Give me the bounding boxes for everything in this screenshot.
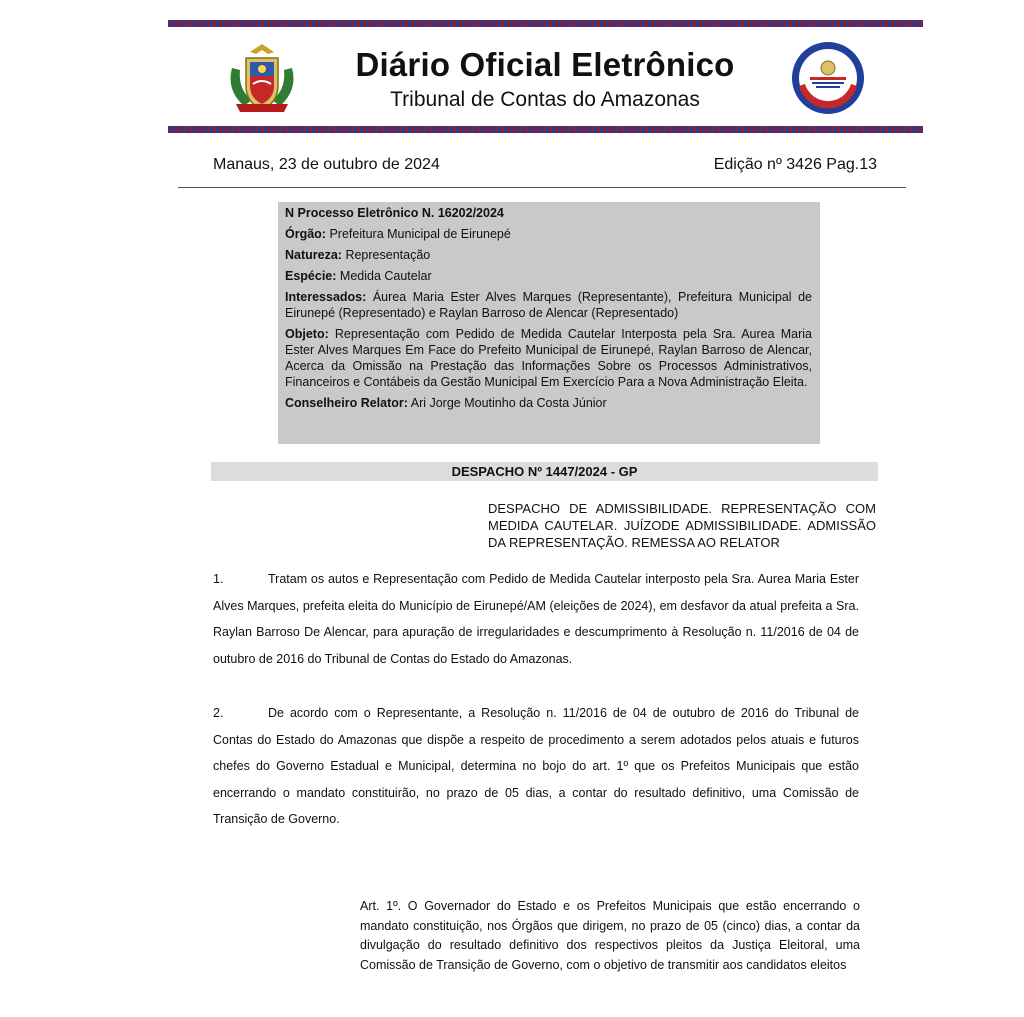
header-bottom-band (168, 126, 923, 133)
paragraph-2 (213, 700, 859, 833)
publication-date: Manaus, 23 de outubro de 2024 (213, 156, 440, 173)
process-especie: Espécie: Medida Cautelar (285, 269, 432, 283)
paragraph-number: 1. (213, 572, 224, 586)
process-relator: Conselheiro Relator: Ari Jorge Moutinho da Costa Júnior (285, 396, 607, 410)
iso-9001-certified-seal-icon (790, 40, 866, 116)
process-orgao: Órgão: Prefeitura Municipal de Eirunepé (285, 227, 511, 241)
process-interessados: Interessados: Áurea Maria Ester Alves Marques (Representante), Prefeitura Municipal de Eirunepé (Representado) e Raylan Barroso de Alencar (Representado) (285, 290, 812, 320)
paragraph-text: De acordo com o Representante, a Resolução n. 11/2016 de 04 de outubro de 2016 do Tribunal de Contas do Estado do Amazonas que dispõe a respeito de procedimento a serem adotados pelos atuais e futuros chefes do Governo Estadual e Municipal, determina no bojo do art. 1º que os Prefeitos Municipais que estão encerrando o mandato constituirão, no prazo de 05 dias, a contar do resultado definitivo, uma Comissão de Transição de Governo. (213, 706, 859, 826)
despacho-ementa: DESPACHO DE ADMISSIBILIDADE. REPRESENTAÇÃO COM MEDIDA CAUTELAR. JUÍZODE ADMISSIBILIDADE. ADMISSÃO DA REPRESENTAÇÃO. REMESSA AO RELATOR (488, 501, 876, 550)
process-natureza: Natureza: Representação (285, 248, 431, 262)
resolution-quote: Art. 1º. O Governador do Estado e os Prefeitos Municipais que estão encerrando o mandato constituição, nos Órgãos que dirigem, no prazo de 05 (cinco) dias, a contar da divulgação do resultado definitivo dos respectivos pleitos da Justiça Eleitoral, uma Comissão de Transição de Governo, com o objetivo de transmitir aos candidatos eleitos (360, 899, 860, 972)
header-divider (178, 187, 906, 188)
header-top-band (168, 20, 923, 27)
process-summary-box (278, 202, 820, 444)
paragraph-text: Tratam os autos e Representação com Pedido de Medida Cautelar interposto pela Sra. Aurea Maria Ester Alves Marques, prefeita eleita do Município de Eirunepé/AM (eleições de 2024), em desfavor da atual prefeita a Sra. Raylan Barroso De Alencar, para apuração de irregularidades e descumprimento à Resolução n. 11/2016 de 04 de outubro de 2016 do Tribunal de Contas do Estado do Amazonas. (213, 572, 859, 666)
paragraph-1 (213, 566, 859, 672)
process-number: N Processo Eletrônico N. 16202/2024 (285, 206, 504, 220)
process-objeto: Objeto: Representação com Pedido de Medida Cautelar Interposta pela Sra. Aurea Maria Ester Alves Marques Em Face do Prefeito Municipal de Eirunepé, Raylan Barroso de Alencar, Acerca da Omissão na Prestação das Informações Sobre os Processos Administrativos, Financeiros e Contábeis da Gestão Municipal Em Exercício Para a Nova Administração Eleita. (285, 327, 812, 389)
journal-subtitle: Tribunal de Contas do Amazonas (390, 88, 700, 111)
despacho-title: DESPACHO Nº 1447/2024 - GP (211, 462, 878, 481)
tce-am-coat-of-arms-icon (222, 40, 302, 118)
paragraph-number: 2. (213, 706, 224, 720)
journal-title: Diário Oficial Eletrônico (355, 46, 735, 83)
edition-page: Edição nº 3426 Pag.13 (713, 156, 877, 173)
